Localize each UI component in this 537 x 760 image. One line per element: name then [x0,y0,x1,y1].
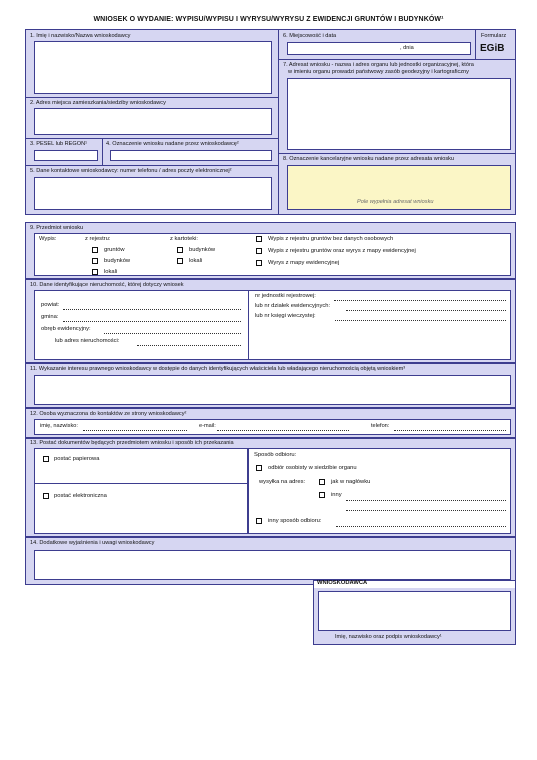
addressee-label-2: w imieniu organu prowadzi państwowy zasób geodezyjny i kartograficzny [288,69,469,75]
excerpt-no-personal-data-label: Wypis z rejestru gruntów bez danych osobowych [268,236,394,242]
property-address-label: lub adres nieruchomości: [55,338,120,344]
county-label: powiat: [41,302,60,308]
contact-email-label: e-mail: [199,423,216,429]
other-address-input-1[interactable] [346,500,506,501]
other-address-label: inny [331,492,342,498]
from-card-file-label: z kartoteki: [170,236,199,242]
property-label: 10. Dane identyfikujące nieruchomość, której dotyczy wniosek [30,282,184,288]
contact-phone-label: telefon: [371,423,390,429]
addressee-label-1: 7. Adresat wniosku - nazwa i adres organu lub jednostki organizacyjnej, która [283,62,474,68]
addressee-field[interactable] [287,78,511,150]
checkbox-premises-register[interactable] [92,269,98,275]
electronic-label: postać elektroniczna [54,493,107,499]
checkbox-pickup[interactable] [256,465,262,471]
unit-number-label: nr jednostki rejestrowej: [255,293,316,299]
land-label: gruntów [104,247,125,253]
precinct-label: obręb ewidencyjny: [41,326,91,332]
checkbox-other-address[interactable] [319,492,325,498]
legal-interest-field[interactable] [34,375,511,405]
signature-header: WNIOSKODAWCA [317,580,368,586]
date-prefix: , dnia [400,45,414,51]
mail-label: wysyłka na adres: [259,479,306,485]
name-label: 1. Imię i nazwisko/Nazwa wnioskodawcy [30,33,131,39]
request-id-label: 4. Oznaczenie wniosku nadane przez wnioskodawcę² [106,141,239,147]
other-method-label: inny sposób odbioru: [268,518,322,524]
premises-card-label: lokali [189,258,203,264]
premises-register-label: lokali [104,269,118,275]
checkbox-buildings-card[interactable] [177,247,183,253]
pesel-label: 3. PESEL lub REGON¹ [30,141,87,147]
parcel-numbers-label: lub nr działek ewidencyjnych: [255,303,331,309]
address-label: 2. Adres miejsca zamieszkania/siedziby wnioskodawcy [30,100,166,106]
pesel-field[interactable] [34,150,98,161]
land-register-input[interactable] [335,320,506,321]
contact-phone-input[interactable] [394,430,506,431]
header-address-label: jak w nagłówku [331,479,371,485]
commune-label: gmina: [41,314,59,320]
excerpt-label: Wypis: [39,236,57,242]
contact-field[interactable] [34,177,272,210]
remarks-label: 14. Dodatkowe wyjaśnienia i uwagi wnioskodawcy [30,540,155,546]
checkbox-land[interactable] [92,247,98,253]
land-register-label: lub nr księgi wieczystej: [255,313,316,319]
place-date-field[interactable] [287,42,471,55]
map-extract-label: Wyrys z mapy ewidencyjnej [268,260,340,266]
form-code: EGiB [480,43,505,54]
office-mark-label: 8. Oznaczenie kancelaryjne wniosku nadane przez adresata wniosku [283,156,455,162]
address-field[interactable] [34,108,272,135]
delivery-label: 13. Postać dokumentów będących przedmiotem wniosku i sposób ich przekazania [30,440,234,446]
request-id-field[interactable] [110,150,272,161]
checkbox-excerpt-no-personal-data[interactable] [256,236,262,242]
checkbox-buildings-register[interactable] [92,258,98,264]
checkbox-excerpt-and-map[interactable] [256,248,262,254]
county-input[interactable] [63,309,241,310]
legal-interest-label: 11. Wykazanie interesu prawnego wnioskodawcy w dostępie do danych identyfikujących właściciela lub władającego nieruchomością objętą wnioskiem³ [30,366,406,372]
office-mark-note: Pole wypełnia adresat wniosku [357,199,434,205]
parcel-numbers-input[interactable] [346,310,506,311]
signature-field[interactable] [318,591,511,631]
checkbox-other-method[interactable] [256,518,262,524]
place-date-label: 6. Miejscowość i data [283,33,337,39]
name-field[interactable] [34,41,272,94]
precinct-input[interactable] [104,333,241,334]
subject-label: 9. Przedmiot wniosku [30,225,84,231]
page-title: WNIOSEK O WYDANIE: WYPISU/WYPISU I WYRYSU/WYRYSU Z EWIDENCJI GRUNTÓW I BUDYNKÓW¹ [93,16,444,23]
paper-label: postać papierowa [54,456,100,462]
remarks-field[interactable] [34,550,511,580]
other-address-input-2[interactable] [346,510,506,511]
delivery-method-label: Sposób odbioru: [254,452,297,458]
from-register-label: z rejestru: [85,236,111,242]
checkbox-header-address[interactable] [319,479,325,485]
checkbox-paper[interactable] [43,456,49,462]
pickup-label: odbiór osobisty w siedzibie organu [268,465,357,471]
checkbox-map-extract[interactable] [256,260,262,266]
signature-caption: Imię, nazwisko oraz podpis wnioskodawcy¹ [335,634,442,640]
commune-input[interactable] [63,321,241,322]
contact-label: 5. Dane kontaktowe wnioskodawcy: numer telefonu / adres poczty elektronicznej² [30,168,232,174]
contact-name-label: imię, nazwisko: [40,423,78,429]
checkbox-electronic[interactable] [43,493,49,499]
excerpt-and-map-label: Wypis z rejestru gruntów oraz wyrys z mapy ewidencyjnej [268,248,416,254]
contact-person-label: 12. Osoba wyznaczona do kontaktów ze strony wnioskodawcy² [30,411,187,417]
unit-number-input[interactable] [334,300,506,301]
contact-email-input[interactable] [217,430,349,431]
form-label: Formularz [481,33,507,39]
checkbox-premises-card[interactable] [177,258,183,264]
property-address-input[interactable] [137,345,241,346]
buildings-register-label: budynków [104,258,131,264]
contact-name-input[interactable] [83,430,187,431]
contact-person-area [34,419,511,435]
buildings-card-label: budynków [189,247,216,253]
other-method-input[interactable] [336,526,506,527]
